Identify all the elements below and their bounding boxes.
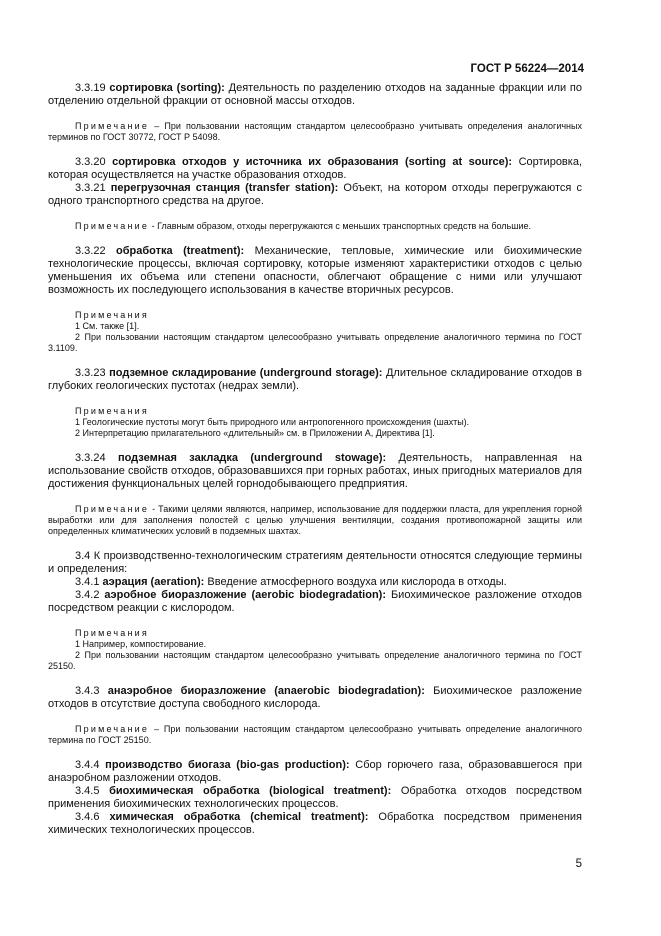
entry-3-4-6: 3.4.6 химическая обработка (chemical treatment): Обработка посредством применения химических технологических процессов. — [48, 811, 583, 836]
term: аэробное биоразложение (aerobic biodegradation): — [104, 589, 387, 601]
term: аэрация (aeration): — [102, 576, 205, 588]
note-3-3-21: Примечание - Главным образом, отходы перегружаются с меньших транспортных средств на большие. — [75, 221, 531, 231]
term: обработка (treatment): — [116, 245, 245, 257]
term: перегрузочная станция (transfer station): — [110, 182, 339, 194]
note-item: 1 Геологические пустоты могут быть природного или антропогенного происхождения (шахты). — [75, 417, 470, 427]
note-3-3-23-label: Примечания — [75, 406, 149, 416]
note-item: 2 Интерпретацию прилагательного «длительный» см. в Приложении А, Директива [1]. — [75, 428, 435, 438]
term: производство биогаза (bio-gas production): — [105, 759, 350, 771]
entry-3-3-24: 3.3.24 подземная закладка (underground stowage): Деятельность, направленная на использование свойств отходов, образовавшихся при горных работах, иных пригодных материалов для достижения функциональных целей горнодобывающего предприятия. — [48, 452, 582, 490]
entry-3-4-4: 3.4.4 производство биогаза (bio-gas production): Сбор горючего газа, образовавшегося при анаэробном разложении отходов. — [48, 759, 583, 784]
page-number: 5 — [575, 858, 582, 870]
term: химическая обработка (chemical treatment): — [109, 811, 369, 823]
note-3-3-19: Примечание – При пользовании настоящим стандартом целесообразно учитывать определения аналогичных терминов по ГОСТ 30772, ГОСТ Р 54098. — [48, 121, 582, 142]
note-item: 2 При пользовании настоящим стандартом целесообразно учитывать определение аналогичного термина по ГОСТ 3.1109. — [48, 332, 582, 353]
term: анаэробное биоразложение (anaerobic biodegradation): — [107, 685, 425, 697]
note-item: 1 Например, компостирование. — [75, 639, 207, 649]
term: сортировка (sorting): — [109, 82, 225, 94]
note-item: 2 При пользовании настоящим стандартом целесообразно учитывать определение аналогичного термина по ГОСТ 25150. — [48, 650, 582, 671]
entry-3-3-22: 3.3.22 обработка (treatment): Механические, тепловые, химические или биохимические технологические процессы, включая сортировку, которые изменяют характеристики отходов с целью уменьшения их объема или степени опасности, облегчают обращение с ними или улучшают возможность их последующего использования в качестве вторичных ресурсов. — [48, 245, 582, 296]
section-3-4-intro: 3.4 К производственно-технологическим стратегиям деятельности относятся следующие термины и определения: — [48, 550, 582, 575]
note-3-3-24: Примечание - Такими целями являются, например, использование для поддержки пласта, для укрепления горной выработки или для заполнения полостей с целью улучшения вентиляции, создания противопожарной защиты или определенных климатических условий в подземных шахтах. — [48, 504, 582, 536]
document-header: ГОСТ Р 56224—2014 — [470, 63, 584, 75]
entry-3-4-1: 3.4.1 аэрация (aeration): Введение атмосферного воздуха или кислорода в отходы. — [75, 576, 507, 588]
entry-3-4-5: 3.4.5 биохимическая обработка (biological treatment): Обработка отходов посредством применения биохимических технологических процессов. — [48, 785, 582, 810]
page-content — [48, 82, 582, 837]
term: подземная закладка (underground stowage): — [117, 452, 387, 464]
term: сортировка отходов у источника их образования (sorting at source): — [112, 156, 513, 168]
note-3-4-2-label: Примечания — [75, 628, 149, 638]
note-item: 1 См. также [1]. — [75, 321, 140, 331]
note-3-4-3: Примечание – При пользовании настоящим стандартом целесообразно учитывать определение аналогичного термина по ГОСТ 25150. — [48, 724, 582, 745]
entry-3-3-20: 3.3.20 сортировка отходов у источника их образования (sorting at source): Сортировка, которая осуществляется на участке образования отходов. — [48, 156, 583, 181]
entry-3-4-3: 3.4.3 анаэробное биоразложение (anaerobic biodegradation): Биохимическое разложение отходов в отсутствие доступа свободного кислорода. — [48, 685, 582, 710]
term: биохимическая обработка (biological treatment): — [109, 785, 392, 797]
entry-3-3-21: 3.3.21 перегрузочная станция (transfer station): Объект, на котором отходы перегружаются с одного транспортного средства на другое. — [48, 182, 582, 207]
term: подземное складирование (underground storage): — [109, 367, 383, 379]
note-3-3-22-label: Примечания — [75, 310, 149, 320]
entry-3-3-19: 3.3.19 сортировка (sorting): Деятельность по разделению отходов на заданные фракции или по отделению отдельной фракции от основной массы отходов. — [48, 82, 582, 107]
entry-3-4-2: 3.4.2 аэробное биоразложение (aerobic biodegradation): Биохимическое разложение отходов посредством реакции с кислородом. — [48, 589, 583, 614]
entry-3-3-23: 3.3.23 подземное складирование (underground storage): Длительное складирование отходов в глубоких геологических пустотах (недрах земли). — [48, 367, 582, 392]
